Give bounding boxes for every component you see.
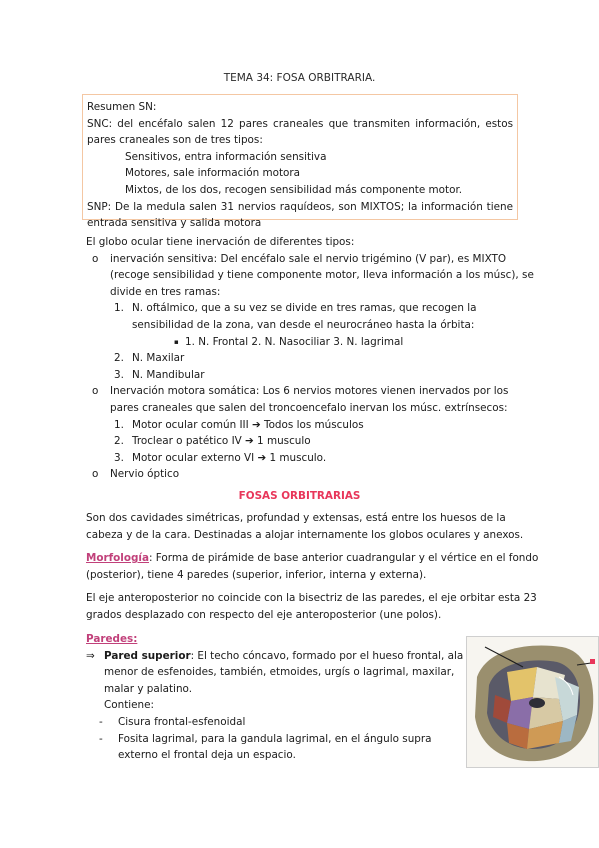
list-number: 2.	[114, 435, 124, 448]
paragraph	[86, 510, 524, 543]
list-item	[86, 714, 518, 731]
content-text: Fosita lagrimal, para la gandula lagrimal, en el ángulo supra	[118, 732, 432, 745]
orbit-illustration	[467, 637, 598, 767]
summary-snp: SNP: De la medula salen 31 nervios raquídeos, son MIXTOS; la información tiene entrada sensitiva y salida motora	[87, 200, 513, 230]
walls-label: Paredes:	[86, 633, 138, 645]
morphology-text: : Forma de pirámide de base anterior cuadrangular y el vértice en el fondo	[148, 552, 539, 564]
text-line: grados desplazado con respecto del eje anteroposterior (une polos).	[86, 608, 442, 621]
dash-bullet: -	[99, 715, 103, 728]
branch-text: N. Mandibular	[132, 368, 205, 381]
list-number: 3.	[114, 451, 124, 464]
superior-wall-label: Pared superior	[104, 649, 191, 662]
list-item	[86, 367, 516, 384]
square-bullet-icon: ▪	[174, 337, 179, 346]
section-title: FOSAS ORBITRARIAS	[238, 490, 361, 502]
motor-item-text: Motor ocular externo VI ➔ 1 musculo.	[132, 451, 327, 464]
text-line: (posterior), tiene 4 paredes (superior, inferior, interna y externa).	[86, 568, 427, 581]
summary-type: Sensitivos, entra información sensitiva	[125, 150, 327, 163]
list-item	[86, 251, 516, 268]
double-arrow-icon: ⇒	[86, 649, 95, 662]
list-item	[86, 450, 516, 467]
summary-type: Mixtos, de los dos, recogen sensibilidad más componente motor.	[125, 183, 463, 196]
motor-line: pares craneales que salen del troncoencefalo inervan los músc. extrínsecos:	[110, 401, 508, 414]
summary-box	[82, 94, 518, 230]
content-text: externo el frontal deja un espacio.	[118, 749, 296, 762]
orbit-skull-figure	[466, 636, 599, 768]
list-number: 1.	[114, 302, 124, 315]
superior-wall-text: : El techo cóncavo, formado por el hueso frontal, ala	[190, 649, 464, 662]
motor-item-text: Motor ocular común III ➔ Todos los músculos	[132, 418, 364, 431]
motor-item-text: Troclear o patético IV ➔ 1 musculo	[132, 435, 311, 448]
summary-heading: Resumen SN:	[87, 101, 157, 113]
contains-label: Contiene:	[104, 699, 155, 712]
text-line: cabeza y de la cara. Destinadas a alojar internamente los globos oculares y anexos.	[86, 528, 524, 541]
innervation-section	[86, 234, 534, 483]
branch-text: N. oftálmico, que a su vez se divide en tres ramas, que recogen la	[132, 302, 477, 315]
list-item	[86, 350, 516, 367]
list-item	[86, 300, 516, 317]
dash-bullet: -	[99, 732, 103, 745]
text-line	[86, 648, 518, 665]
sensitive-line: inervación sensitiva: Del encéfalo sale el nervio trigémino (V par), es MIXTO	[110, 252, 507, 265]
bullet-marker: o	[92, 468, 99, 481]
summary-type: Motores, sale información motora	[125, 167, 301, 180]
branch-text: sensibilidad de la zona, van desde el neurocráneo hasta la órbita:	[132, 318, 475, 331]
motor-line: Inervación motora somática: Los 6 nervios motores vienen inervados por los	[110, 385, 509, 398]
page-title: TEMA 34: FOSA ORBITRARIA.	[223, 72, 376, 84]
text-line: Son dos cavidades simétricas, profundad y extensas, está entre los huesos de la	[86, 512, 506, 524]
branch-text: N. Maxilar	[132, 352, 185, 365]
axis-paragraph	[86, 590, 537, 623]
list-number: 2.	[114, 352, 124, 365]
list-item	[86, 334, 516, 351]
optic-text: Nervio óptico	[110, 468, 180, 481]
morphology-label: Morfología	[86, 552, 149, 564]
morphology-paragraph	[86, 550, 539, 583]
content-text: Cisura frontal-esfenoidal	[118, 715, 246, 728]
bullet-marker: o	[92, 385, 99, 398]
text-line	[86, 550, 539, 567]
text-line: El eje anteroposterior no coincide con la bisectriz de las paredes, el eje orbitar esta 23	[86, 592, 537, 604]
bullet-marker: o	[92, 252, 99, 265]
list-number: 1.	[114, 418, 124, 431]
sensitive-line: (recoge sensibilidad y tiene componente motor, lleva información a los músc), se	[110, 269, 534, 282]
list-item	[86, 466, 516, 483]
summary-snc: SNC: del encéfalo salen 12 pares craneales que transmiten información, estos pares craneales son de tres tipos:	[87, 117, 513, 147]
list-item	[86, 433, 516, 450]
sensitive-line: divide en tres ramas:	[110, 285, 221, 298]
sub-item-text: 1. N. Frontal 2. N. Nasociliar 3. N. lagrimal	[185, 335, 404, 348]
innervation-intro: El globo ocular tiene inervación de diferentes tipos:	[86, 236, 355, 248]
text-line: malar y palatino.	[104, 682, 193, 695]
list-item	[86, 417, 516, 434]
walls-section	[86, 631, 518, 764]
text-line: menor de esfenoides, también, etmoides, urgís o lagrimal, maxilar,	[104, 666, 455, 679]
list-item	[86, 383, 516, 400]
list-number: 3.	[114, 368, 124, 381]
list-item	[86, 731, 518, 748]
